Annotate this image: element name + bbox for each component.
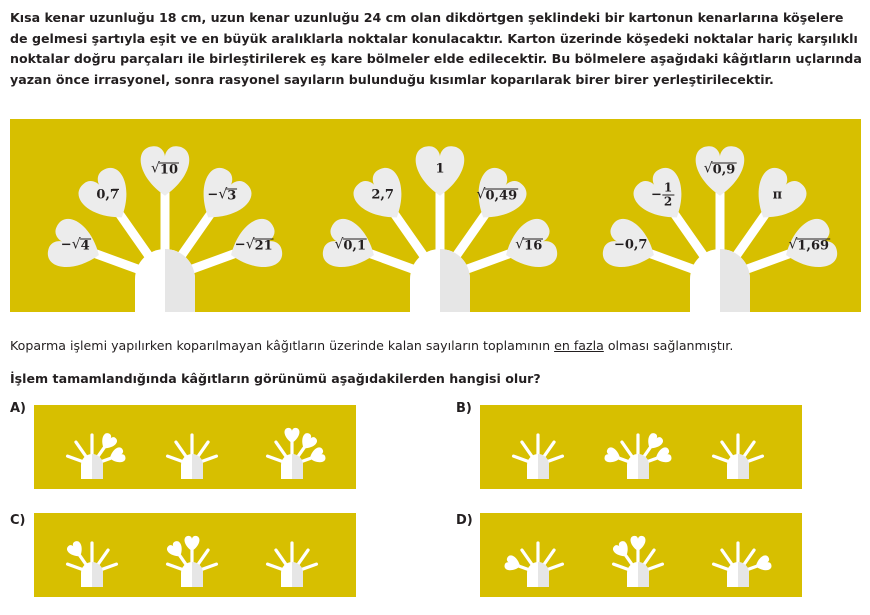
square-root: √ 4 [71, 236, 90, 253]
square-root: √ 1,69 [788, 236, 830, 253]
mini-base-shade [638, 562, 649, 587]
mini-plant [698, 405, 778, 489]
plant-3 [590, 119, 850, 312]
mini-heart [753, 554, 772, 573]
plant-2 [310, 119, 570, 312]
condition-before: Koparma işlemi yapılırken koparılmayan kâğıtların üzerinde kalan sayıların toplamının [10, 338, 555, 353]
mini-heart [307, 446, 326, 465]
option-b-box[interactable] [480, 405, 802, 489]
mini-plant [498, 513, 578, 597]
leaf-number: π [772, 187, 783, 203]
plant-1 [35, 119, 295, 312]
mini-base-shade [92, 454, 103, 479]
option-a-letter[interactable]: A) [10, 401, 27, 416]
leaf-number [788, 236, 830, 253]
mini-base-shade [538, 562, 549, 587]
question-intro [10, 8, 862, 90]
mini-base-shade [292, 562, 303, 587]
leaf-number: 1 [435, 161, 445, 177]
question-prompt-text: İşlem tamamlandığında kâğıtların görünümü aşağıdakilerden hangisi olur? [10, 371, 541, 386]
mini-plant [52, 405, 132, 489]
leaf-number [207, 187, 237, 204]
plant-drawing [590, 119, 850, 312]
leaf-number: 2,7 [371, 187, 394, 203]
mini-base-shade [638, 454, 649, 479]
square-root: √ 0,49 [476, 186, 518, 204]
leaf-number [477, 187, 519, 204]
option-b-letter[interactable]: B) [456, 401, 472, 416]
mini-heart [653, 446, 672, 465]
square-root: √ 3 [218, 186, 237, 204]
mini-heart [65, 540, 86, 561]
option-a-box[interactable] [34, 405, 356, 489]
leaf-sign: − [60, 237, 72, 252]
question-intro-text: Kısa kenar uzunluğu 18 cm, uzun kenar uzunluğu 24 cm olan dikdörtgen şeklindeki bir kartonun kenarlarına köşelere de gelmesi şartıyla eşit ve en büyük aralıklarla noktalar konulacaktır. Karton üzerinde köşedeki noktalar hariç karşılıklı noktalar doğru parçaları ile birleştirilerek eş kare bölmeler elde edilecektir. Bu bölmelere aşağıdaki kâğıtların uçlarında yazan önce irrasyonel, sonra rasyonel sayıların bulunduğu kısımlar koparılarak birer birer yerleştirilecektir. [10, 10, 862, 87]
leaf-number [151, 161, 179, 178]
option-d-letter[interactable]: D) [456, 513, 473, 528]
plant-drawing [310, 119, 570, 312]
square-root: √ 21 [245, 236, 273, 253]
mini-plant [598, 513, 678, 597]
mini-plant [252, 405, 332, 489]
leaf-sign: − [234, 237, 246, 252]
leaf-number: −0,7 [613, 237, 648, 252]
square-root: √ 10 [150, 160, 179, 178]
plants-banner [10, 119, 861, 312]
condition-after: olması sağlanmıştır. [603, 338, 734, 353]
leaf-number [515, 236, 543, 253]
mini-plant [152, 405, 232, 489]
leaf-sign: − [651, 187, 662, 203]
plant-base-shade [440, 249, 470, 312]
mini-base-shade [738, 454, 749, 479]
fraction: $\frac{1}{2}$ [663, 180, 673, 209]
mini-plant [252, 513, 332, 597]
plant-drawing [35, 119, 295, 312]
leaf-sign: − [207, 187, 219, 203]
leaf-number: 0,7̅ [96, 187, 119, 203]
leaf-number [235, 236, 274, 253]
question-prompt [10, 369, 862, 390]
mini-heart [631, 536, 646, 551]
mini-base-shade [192, 562, 203, 587]
mini-base-shade [192, 454, 203, 479]
mini-base-shade [292, 454, 303, 479]
mini-plant [498, 405, 578, 489]
mini-heart [611, 540, 632, 561]
mini-base-shade [92, 562, 103, 587]
mini-base-shade [538, 454, 549, 479]
leaf-number [61, 236, 91, 253]
mini-heart [603, 446, 622, 465]
square-root: √ 16 [515, 236, 543, 253]
mini-heart [503, 554, 522, 573]
option-d-box[interactable] [480, 513, 802, 597]
plant-base-shade [165, 249, 195, 312]
mini-heart [285, 428, 300, 443]
plant-base-shade [720, 249, 750, 312]
mini-heart [185, 536, 200, 551]
mini-plant [698, 513, 778, 597]
mini-plant [52, 513, 132, 597]
mini-plant [152, 513, 232, 597]
option-c-letter[interactable]: C) [10, 513, 26, 528]
square-root: √ 0,9 [703, 160, 736, 178]
mini-base-shade [738, 562, 749, 587]
mini-heart [165, 540, 186, 561]
leaf-number [334, 236, 367, 253]
option-c-box[interactable] [34, 513, 356, 597]
square-root: √ 0,1 [334, 236, 366, 253]
mini-heart [107, 446, 126, 465]
leaf-number [704, 161, 737, 178]
question-condition [10, 336, 862, 357]
mini-plant [598, 405, 678, 489]
leaf-number [651, 182, 674, 209]
condition-underlined: en fazla [554, 338, 604, 353]
